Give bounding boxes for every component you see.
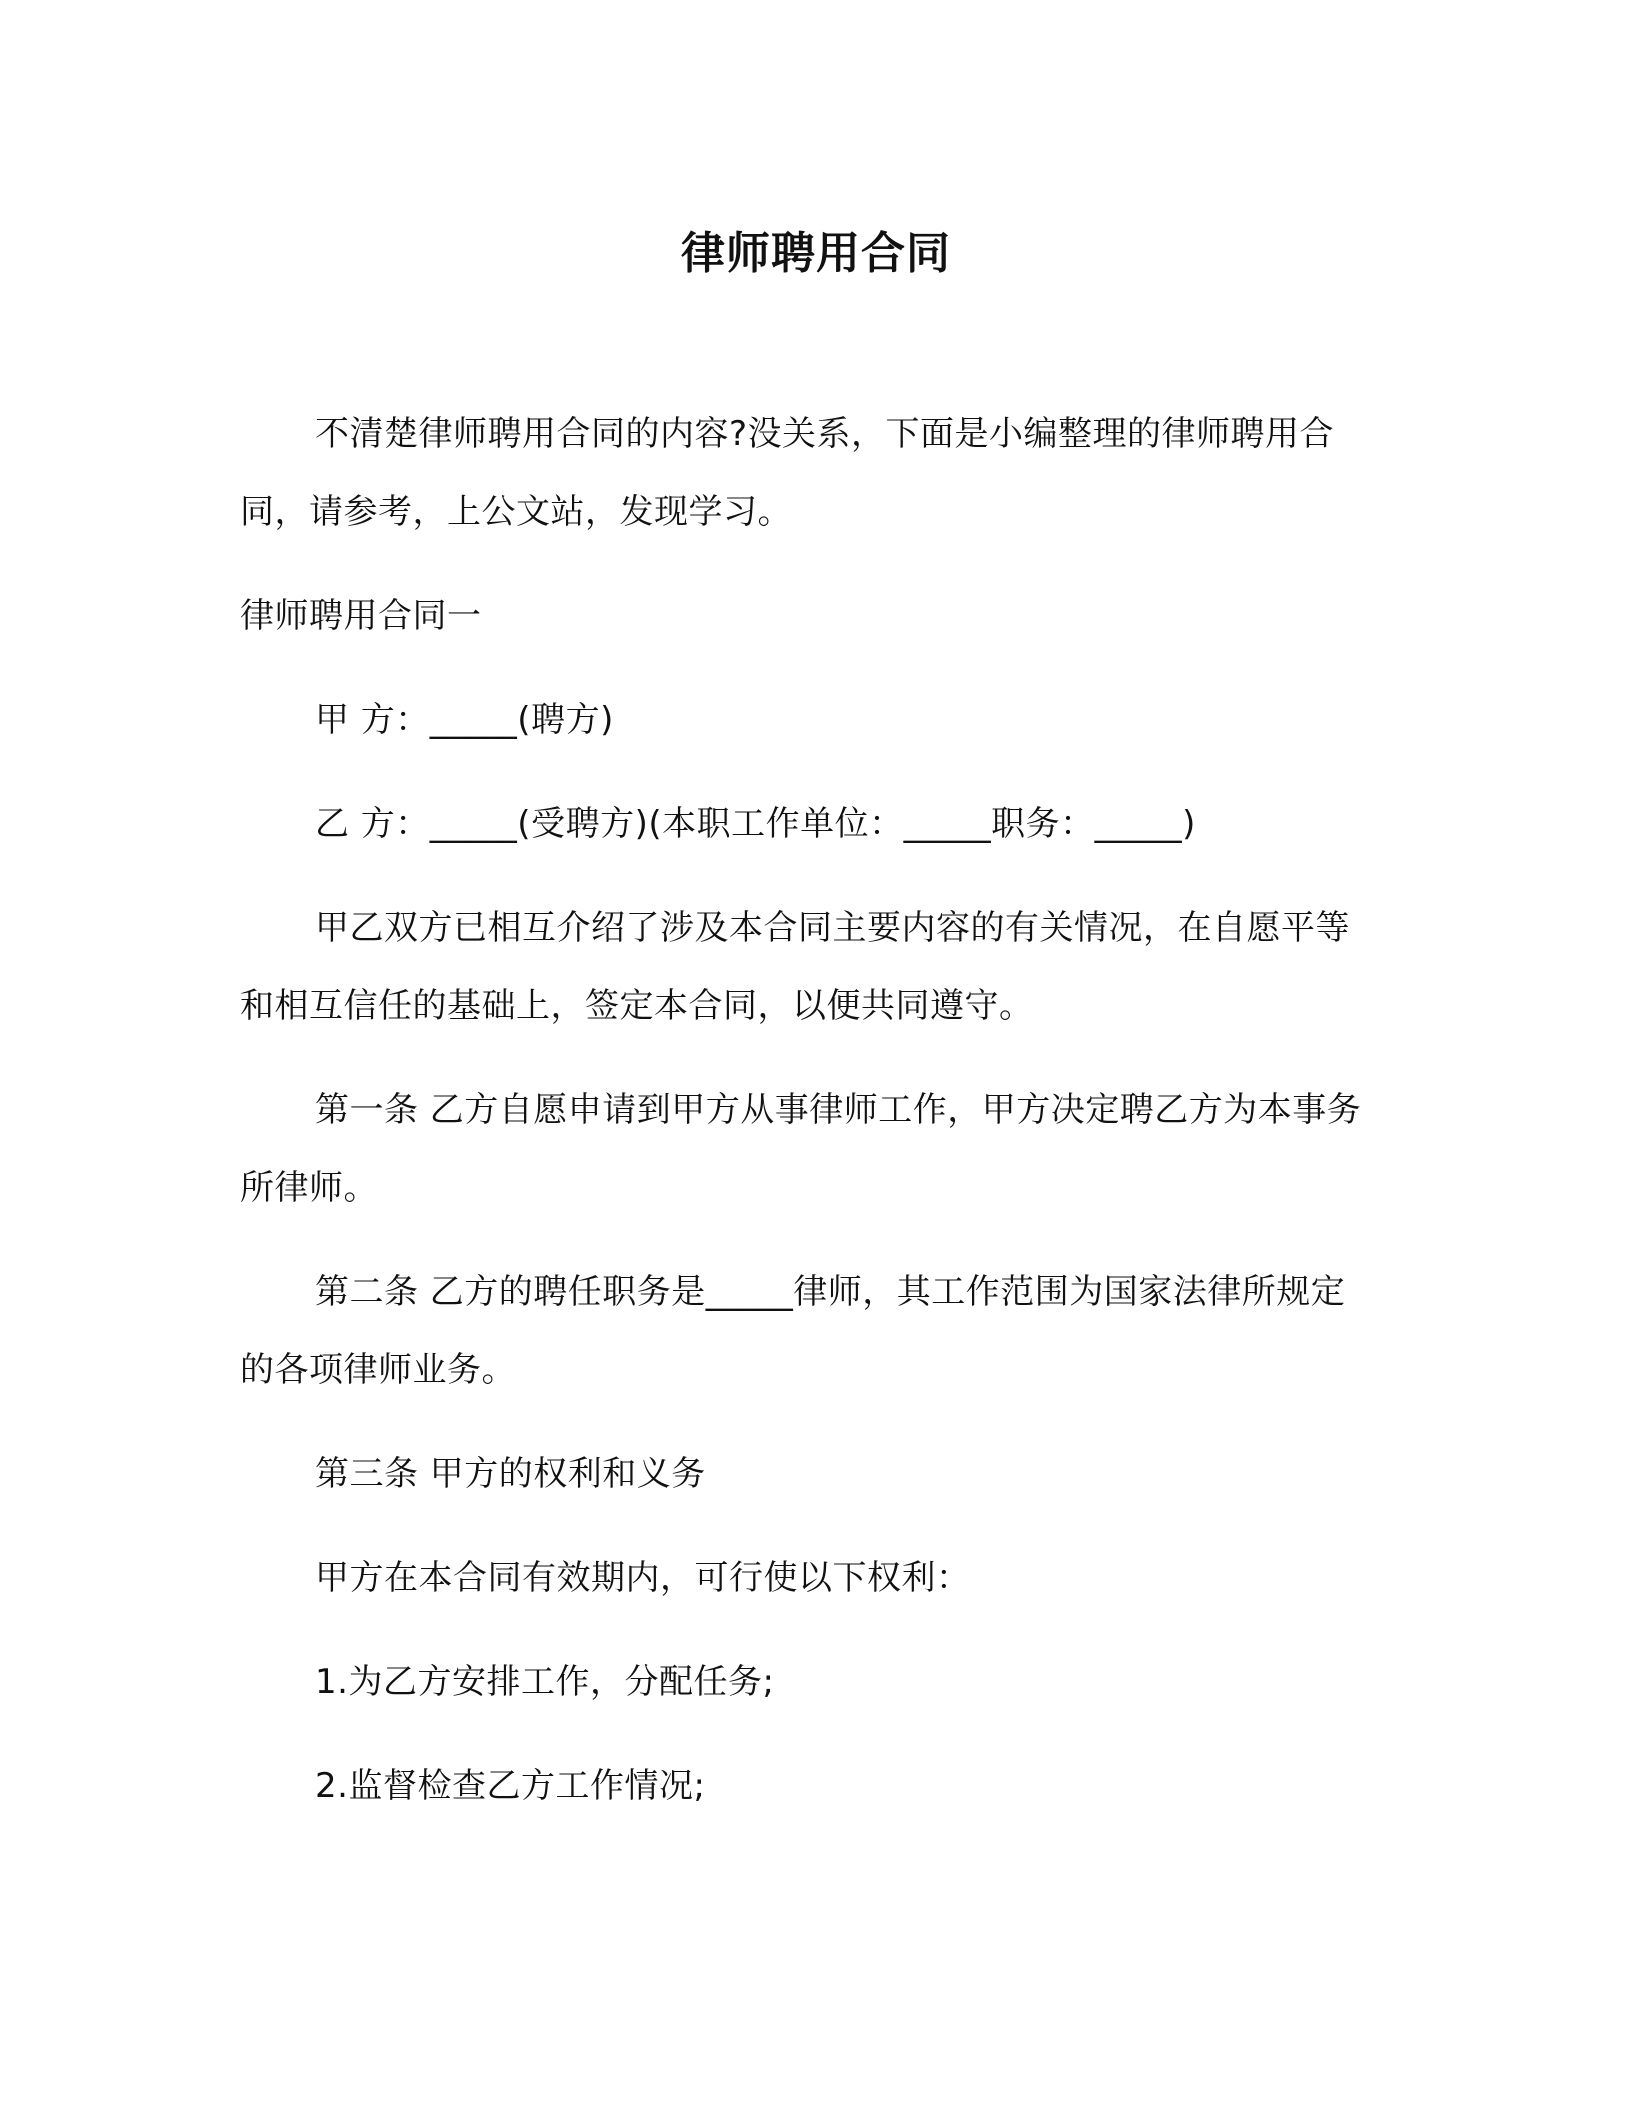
preamble-paragraph: 甲乙双方已相互介绍了涉及本合同主要内容的有关情况，在自愿平等和相互信任的基础上，签定本合同，以便共同遵守。	[240, 908, 1350, 1026]
article-3-item-1: 1.为乙方安排工作，分配任务;	[315, 1662, 775, 1702]
article-1: 第一条 乙方自愿申请到甲方从事律师工作，甲方决定聘乙方为本事务所律师。	[240, 1090, 1362, 1208]
document-title: 律师聘用合同	[681, 228, 951, 279]
article-3-item-2: 2.监督检查乙方工作情况;	[315, 1766, 706, 1806]
intro-paragraph: 不清楚律师聘用合同的内容?没关系，下面是小编整理的律师聘用合同，请参考，上公文站，发现学习。	[240, 414, 1335, 532]
party-a-line: 甲 方：_____(聘方)	[315, 700, 614, 740]
article-3-heading: 第三条 甲方的权利和义务	[315, 1454, 706, 1494]
article-2: 第二条 乙方的聘任职务是_____律师，其工作范围为国家法律所规定的各项律师业务。	[240, 1272, 1346, 1390]
contract-heading: 律师聘用合同一	[240, 596, 482, 636]
article-3-intro: 甲方在本合同有效期内，可行使以下权利：	[315, 1558, 971, 1598]
document-body	[240, 395, 1370, 1851]
party-b-line: 乙 方：_____(受聘方)(本职工作单位：_____职务：_____)	[315, 804, 1196, 844]
